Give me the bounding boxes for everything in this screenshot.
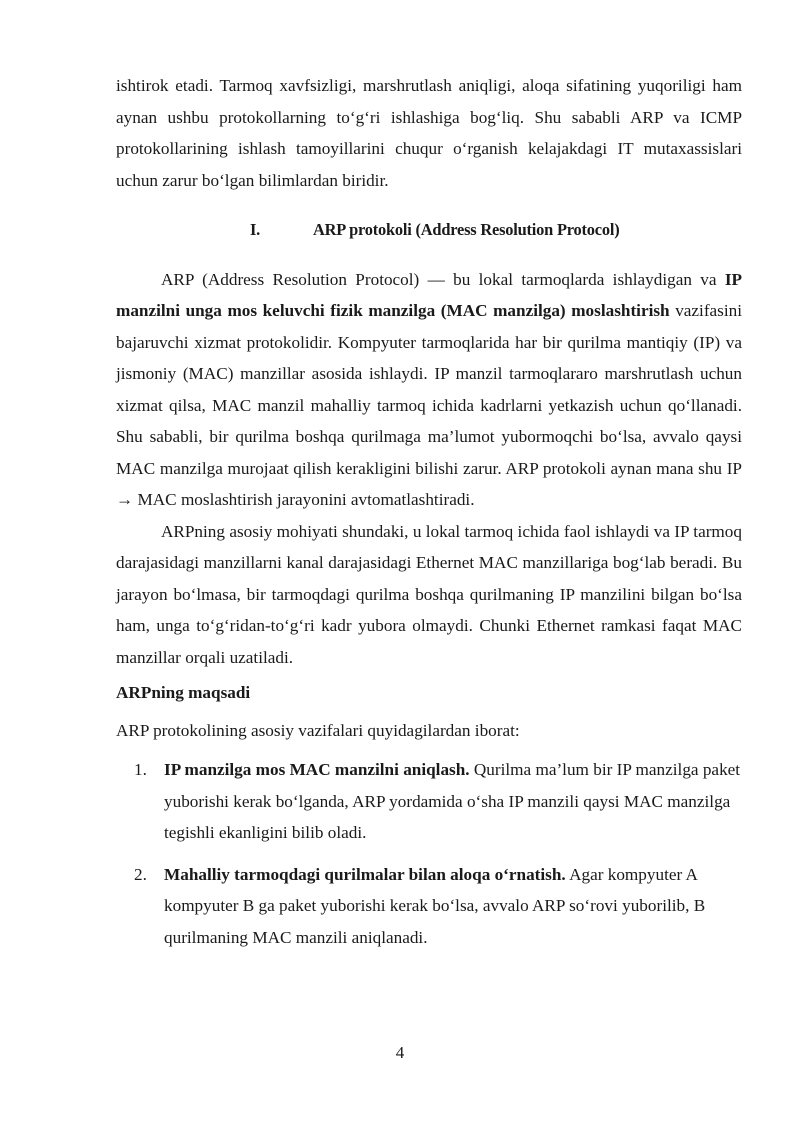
arp-definition-paragraph [116, 264, 742, 516]
list-item-number: 2. [134, 864, 147, 884]
list-item-bold: Mahalliy tarmoqdagi qurilmalar bilan aloqa o‘rnatish. [164, 864, 566, 884]
list-item-text: Qurilma ma’lum bir IP manzilga paket yuborishi kerak bo‘lganda, ARP yordamida o‘sha IP manzili qaysi MAC manzilga tegishli ekanligini bilib oladi. [164, 760, 741, 842]
list-item [116, 754, 742, 849]
section-title: ARP protokoli (Address Resolution Protocol) [313, 220, 620, 239]
section-number: I. [250, 220, 261, 239]
tasks-intro-paragraph: ARP protokolining asosiy vazifalari quyidagilardan iborat: [116, 720, 520, 740]
list-item [116, 859, 742, 954]
intro-paragraph: ishtirok etadi. Tarmoq xavfsizligi, marshrutlash aniqligi, aloqa sifatining yuqoriligi ham aynan ushbu protokollarning to‘g‘ri ishlashiga bog‘liq. Shu sababli ARP va ICMP protokollarining ishlash tamoyillarini chuqur o‘rganish kelajakdagi IT mutaxassislari uchun zarur bo‘lgan bilimlardan biridir. [116, 76, 742, 190]
arp-definition-bold: IP manzilni unga mos keluvchi fizik manzilga (MAC manzilga) moslashtirish [116, 269, 742, 320]
subheading-arp-purpose: ARPning maqsadi [116, 683, 251, 702]
arp-definition-start: ARP (Address Resolution Protocol) — bu lokal tarmoqlarda ishlaydigan va [161, 269, 725, 289]
arp-definition-end: vazifasini bajaruvchi xizmat protokolidir. Kompyuter tarmoqlarida har bir qurilma mantiqiy (IP) va jismoniy (MAC) manzillar asosida ishlaydi. IP manzil tarmoqlararo marshrutlash uchun xizmat qilsa, MAC manzil mahalliy tarmoq ichida kadrlarni yetkazish uchun qo‘llanadi. Shu sababli, bir qurilma boshqa qurilmaga ma’lumot yubormoqchi bo‘lsa, avvalo qaysi MAC manzilga murojaat qilish kerakligini bilishi zarur. ARP protokoli aynan mana shu IP → MAC moslashtirish jarayonini avtomatlashtiradi. [116, 301, 743, 509]
list-item-bold: IP manzilga mos MAC manzilni aniqlash. [164, 760, 470, 779]
list-item-text: Agar kompyuter A kompyuter B ga paket yuborishi kerak bo‘lsa, avvalo ARP so‘rovi yuborilib, B qurilmaning MAC manzili aniqlanadi. [164, 864, 706, 947]
page-number: 4 [395, 1043, 405, 1062]
tasks-list [116, 754, 742, 953]
list-item-number: 1. [134, 760, 147, 779]
document-page [116, 70, 742, 963]
arp-essence-paragraph: ARPning asosiy mohiyati shundaki, u lokal tarmoq ichida faol ishlaydi va IP tarmoq darajasidagi manzillarni kanal darajasidagi Ethernet MAC manzillariga bog‘lab beradi. Bu jarayon bo‘lmasa, bir tarmoqdagi qurilma boshqa qurilmaning IP manzilini bilgan bo‘lsa ham, unga to‘g‘ridan-to‘g‘ri kadr yubora olmaydi. Chunki Ethernet ramkasi faqat MAC manzillar orqali uzatiladi. [116, 521, 742, 667]
section-heading [116, 214, 742, 246]
